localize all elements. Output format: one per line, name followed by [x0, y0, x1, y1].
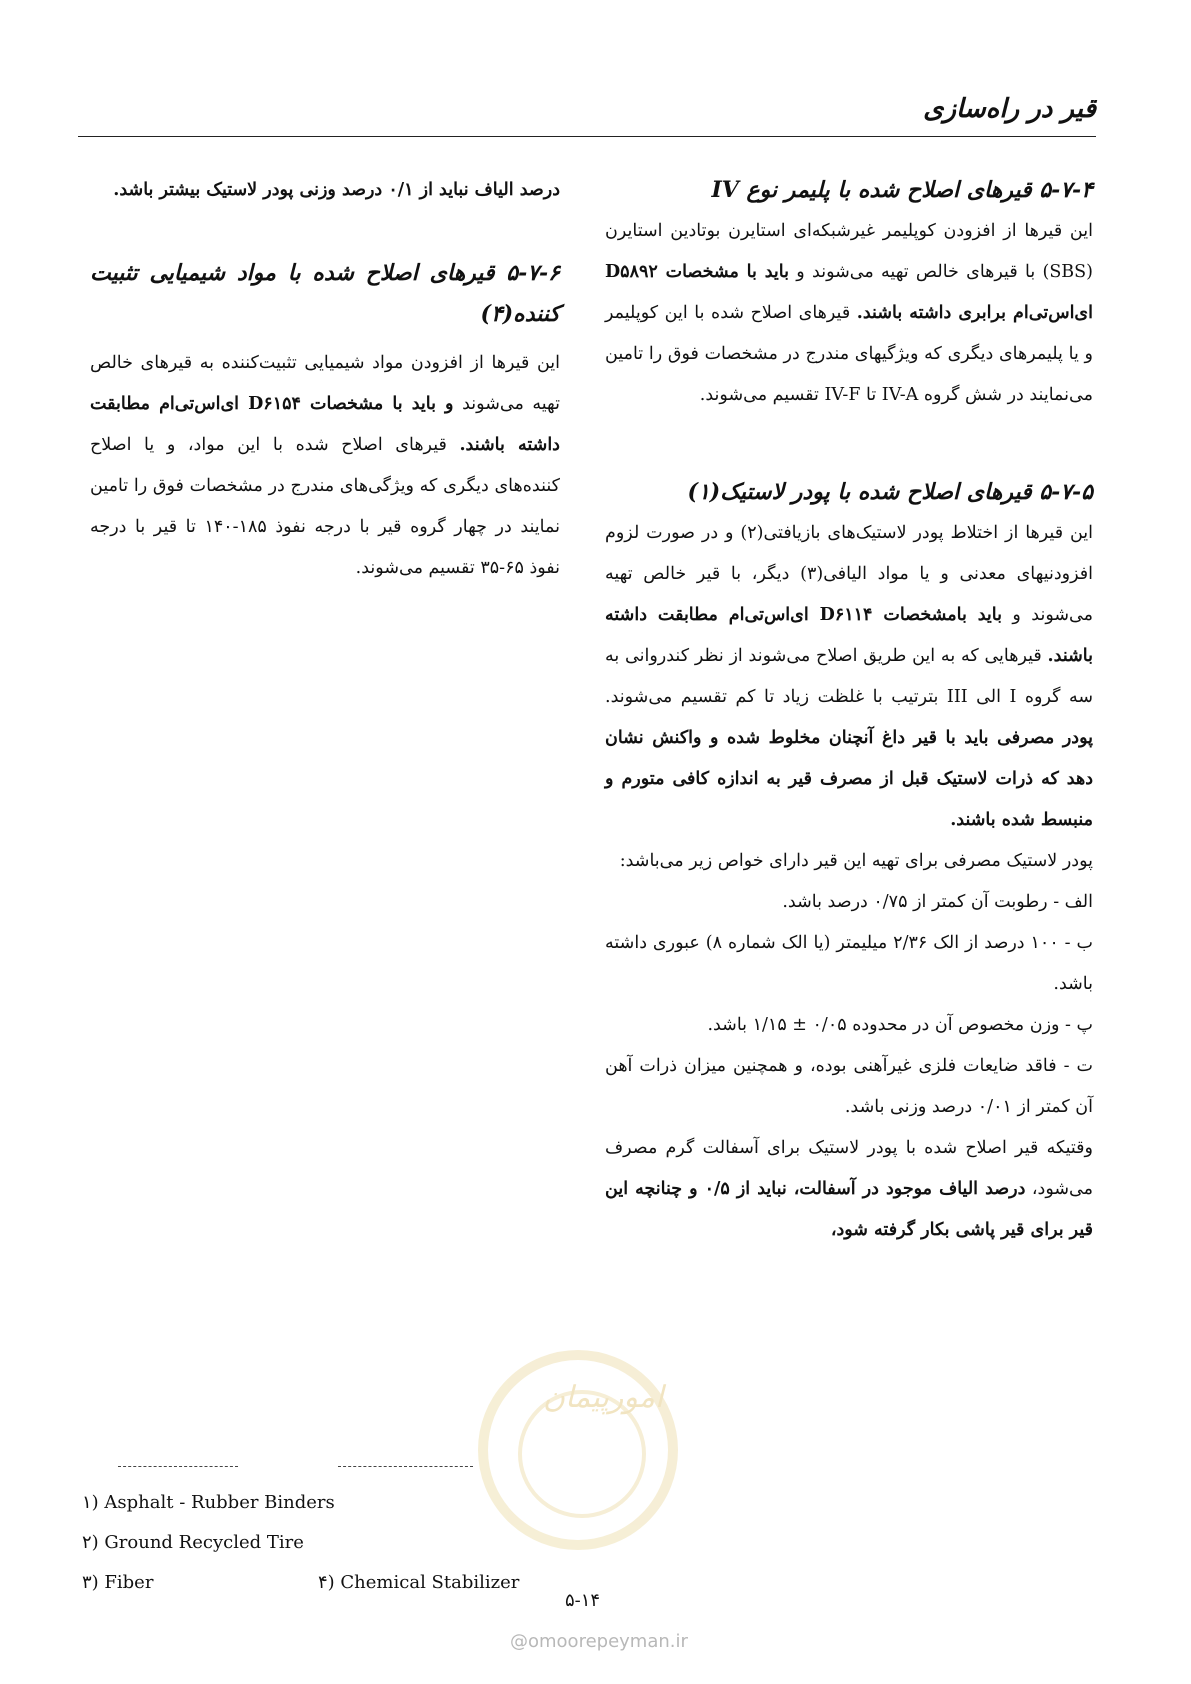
page-number: ۵-۱۴	[565, 1590, 601, 1611]
paragraph-5-7-6	[90, 343, 560, 589]
watermark-seal	[478, 1350, 678, 1550]
text-run: این قیرها از افزودن کوپلیمر غیرشبکه‌ای استایرن بوتادین استایرن (SBS) با قیرهای خالص تهیه می‌شوند و	[605, 221, 1093, 282]
heading-section-5-7-6: ۵-۷-۶ قیرهای اصلاح شده با مواد شیمیایی تثبیت کننده(۴)	[90, 260, 560, 327]
footnote-divider	[338, 1466, 473, 1467]
paragraph-hot-asphalt	[605, 1128, 1093, 1251]
bold-text-run: و باید با مشخصات D۶۱۵۴ ای‌اس‌تی‌ام مطابقت داشته باشند.	[90, 394, 560, 455]
right-column	[605, 170, 1093, 1251]
paragraph-rubber-properties: پودر لاستیک مصرفی برای تهیه این قیر دارای خواص زیر می‌باشد:	[619, 851, 1093, 871]
footnote-3: ۳) Fiber	[82, 1572, 154, 1593]
watermark-site: @omoorepeyman.ir	[510, 1631, 688, 1652]
bold-text-run: باید با مشخصات D۵۸۹۲ ای‌اس‌تی‌ام برابری داشته باشند.	[605, 262, 1093, 323]
continued-text: درصد الیاف نباید از ۰/۱ درصد وزنی پودر لاستیک بیشتر باشد.	[113, 180, 560, 200]
paragraph-5-7-4	[605, 211, 1093, 416]
list-item-te: ت - فاقد ضایعات فلزی غیرآهنی بوده، و همچنین میزان ذرات آهن آن کمتر از ۰/۰۱ درصد وزنی باشد.	[605, 1056, 1093, 1117]
list-item-pe: پ - وزن مخصوص آن در محدوده ۰/۰۵ ± ۱/۱۵ باشد.	[707, 1015, 1093, 1035]
heading-section-5-7-5: ۵-۷-۵ قیرهای اصلاح شده با پودر لاستیک(۱)	[687, 479, 1093, 505]
page-header	[78, 88, 1096, 137]
running-title: قیر در راه‌سازی	[923, 94, 1096, 124]
text-run: این قیرها از اختلاط پودر لاستیک‌های بازیافتی(۲) و در صورت لزوم افزودنیهای معدنی و یا مواد الیافی(۳) دیگر، با قیر خالص تهیه می‌شوند و	[605, 523, 1094, 625]
heading-section-5-7-4: ۵-۷-۴ قیرهای اصلاح شده با پلیمر نوع IV	[711, 177, 1093, 203]
footnote-1: ۱) Asphalt - Rubber Binders	[82, 1492, 335, 1513]
footnote-2: ۲) Ground Recycled Tire	[82, 1532, 304, 1553]
bold-text-run: پودر مصرفی باید با قیر داغ آنچنان مخلوط شده و واکنش نشان دهد که ذرات لاستیک قبل از مصرف قیر به اندازه کافی متورم و منبسط شده باشند.	[605, 728, 1093, 830]
list-item-alef: الف - رطوبت آن کمتر از ۰/۷۵ درصد باشد.	[782, 892, 1093, 912]
paragraph-5-7-5	[605, 513, 1093, 841]
watermark-logo-text: امورپیمان	[543, 1380, 664, 1415]
text-run: قیرهایی که به این طریق اصلاح می‌شوند از نظر کندروانی به سه گروه I الی III بترتیب با غلظت زیاد تا کم تقسیم می‌شوند.	[605, 646, 1093, 707]
footnote-divider	[118, 1466, 238, 1467]
bold-text-run: درصد الیاف موجود در آسفالت، نباید از ۰/۵ و چنانچه این قیر برای قیر پاشی بکار گرفته شود،	[605, 1179, 1093, 1240]
footnote-4: ۴) Chemical Stabilizer	[318, 1572, 520, 1593]
text-run: قیرهای اصلاح شده با این مواد، و یا اصلاح کننده‌های دیگری که ویژگی‌های مندرج در مشخصات فوق را تامین نمایند در چهار گروه قیر با درجه نفوذ ۱۸۵-۱۴۰ تا قیر با درجه نفوذ ۶۵-۳۵ تقسیم می‌شوند.	[90, 435, 560, 578]
text-run: وقتیکه قیر اصلاح شده با پودر لاستیک برای آسفالت گرم مصرف می‌شود،	[605, 1138, 1093, 1199]
list-item-be: ب - ۱۰۰ درصد از الک ۲/۳۶ میلیمتر (یا الک شماره ۸) عبوری داشته باشد.	[605, 933, 1094, 994]
text-run: این قیرها از افزودن مواد شیمیایی تثبیت‌کننده به قیرهای خالص تهیه می‌شوند	[90, 353, 560, 414]
text-run: قیرهای اصلاح شده با این کوپلیمر و یا پلیمرهای دیگری که ویژگیهای مندرج در مشخصات فوق را تامین می‌نمایند در شش گروه IV-A تا IV-F تقسیم می‌شوند.	[605, 303, 1093, 405]
bold-text-run: باید بامشخصات D۶۱۱۴ ای‌اس‌تی‌ام مطابقت داشته باشند.	[605, 605, 1093, 666]
left-column	[90, 170, 560, 589]
